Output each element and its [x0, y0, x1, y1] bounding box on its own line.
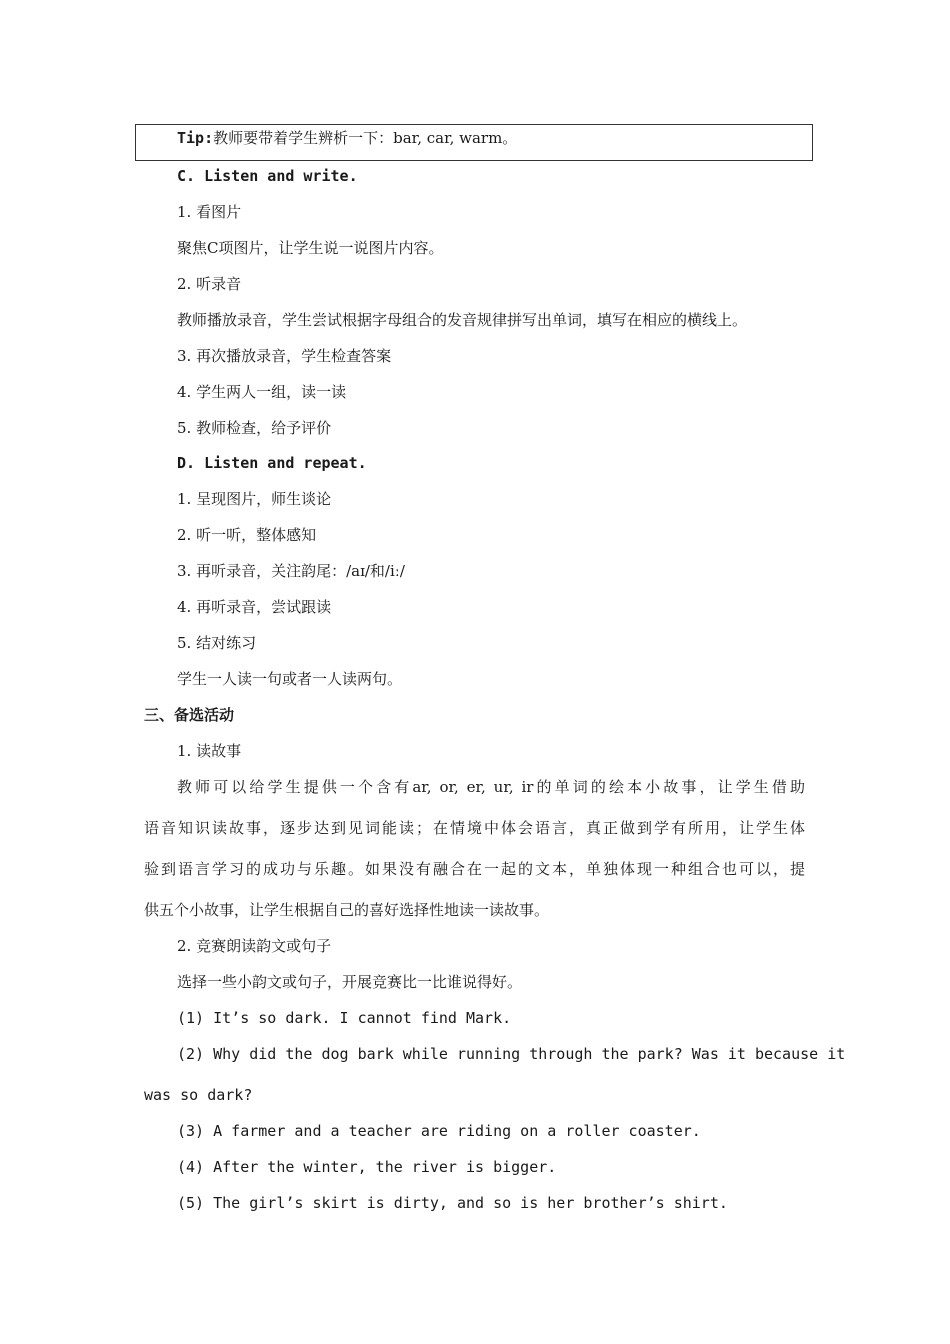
section-3-title: 三、备选活动 — [144, 706, 235, 724]
rhyme-5: (5) The girl’s skirt is dirty, and so is her brother’s shirt. — [177, 1194, 728, 1212]
rhyme-2-line-1: (2) Why did the dog bark while running through the park? Was it because it — [177, 1045, 846, 1063]
rhyme-2-line-2: was so dark? — [144, 1086, 253, 1104]
rhyme-1: (1) It’s so dark. I cannot find Mark. — [177, 1009, 512, 1027]
section-c-step-1-desc: 聚焦C项图片，让学生说一说图片内容。 — [177, 239, 444, 257]
tip-line — [177, 128, 517, 148]
activity-1-para-line-4: 供五个小故事，让学生根据自己的喜好选择性地读一读故事。 — [144, 901, 550, 919]
section-c-step-2: 2. 听录音 — [177, 275, 242, 293]
rhyme-4: (4) After the winter, the river is bigger. — [177, 1158, 557, 1176]
rhyme-3: (3) A farmer and a teacher are riding on a roller coaster. — [177, 1122, 701, 1140]
section-c-step-2-desc: 教师播放录音，学生尝试根据字母组合的发音规律拼写出单词，填写在相应的横线上。 — [177, 311, 748, 329]
activity-2-title: 2. 竞赛朗读韵文或句子 — [177, 937, 332, 955]
section-d-step-4: 4. 再听录音，尝试跟读 — [177, 598, 332, 616]
activity-2-desc: 选择一些小韵文或句子，开展竞赛比一比谁说得好。 — [177, 973, 523, 991]
activity-1-para-line-1: 教师可以给学生提供一个含有ar, or, er, ur, ir的单词的绘本小故事，让学生借助 — [177, 778, 805, 796]
section-c-step-3: 3. 再次播放录音，学生检查答案 — [177, 347, 392, 365]
section-d-step-5-desc: 学生一人读一句或者一人读两句。 — [177, 670, 403, 688]
section-c-step-1: 1. 看图片 — [177, 203, 242, 221]
activity-1-title: 1. 读故事 — [177, 742, 242, 760]
tip-text: 教师要带着学生辨析一下：bar, car, warm。 — [213, 129, 518, 147]
section-d-title: D. Listen and repeat. — [177, 454, 367, 472]
section-d-step-3: 3. 再听录音，关注韵尾：/aɪ/和/iː/ — [177, 562, 405, 580]
section-d-step-5: 5. 结对练习 — [177, 634, 257, 652]
section-c-step-4: 4. 学生两人一组，读一读 — [177, 383, 347, 401]
tip-label: Tip: — [177, 129, 214, 147]
activity-1-para-line-2: 语音知识读故事，逐步达到见词能读；在情境中体会语言，真正做到学有所用，让学生体 — [144, 819, 805, 837]
section-d-step-1: 1. 呈现图片，师生谈论 — [177, 490, 332, 508]
activity-1-para-line-3: 验到语言学习的成功与乐趣。如果没有融合在一起的文本，单独体现一种组合也可以，提 — [144, 860, 805, 878]
section-c-step-5: 5. 教师检查，给予评价 — [177, 419, 332, 437]
section-d-step-2: 2. 听一听，整体感知 — [177, 526, 317, 544]
section-c-title: C. Listen and write. — [177, 167, 358, 185]
